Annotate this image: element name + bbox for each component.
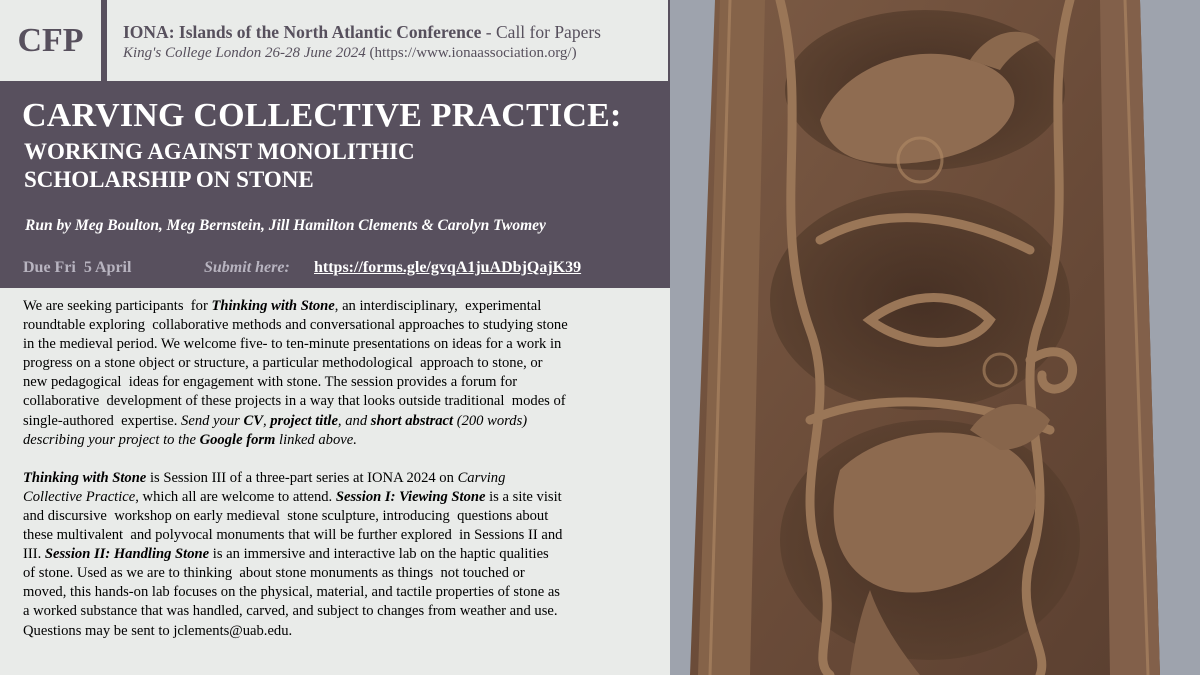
- para2-line-5: [23, 545, 663, 564]
- conference-header: [107, 0, 668, 81]
- text-run: , and: [337, 412, 371, 429]
- description-body: [0, 288, 670, 675]
- text-run: , which all are welcome to attend.: [135, 488, 336, 505]
- stone-carving-photo: [670, 0, 1200, 675]
- para2-line-3: and discursive workshop on early medieval stone sculpture, introducing questions about: [23, 507, 549, 524]
- session-name: Session I: Viewing Stone: [335, 488, 486, 505]
- organizers: Run by Meg Boulton, Meg Bernstein, Jill Hamilton Clements & Carolyn Twomey: [25, 217, 546, 234]
- para2-line-9: Questions may be sent to jclements@uab.edu.: [23, 622, 293, 639]
- para1-line-5: new pedagogical ideas for engagement with stone. The session provides a forum for: [23, 374, 518, 391]
- text-run: Google form: [199, 431, 276, 448]
- text-run: is Session III of a three-part series at IONA 2024 on: [146, 469, 458, 486]
- text-run: ,: [262, 412, 271, 429]
- conference-name: IONA: Islands of the North Atlantic Conference: [123, 22, 482, 42]
- para2-line-8: a worked substance that was handled, carved, and subject to changes from weather and use.: [23, 603, 558, 620]
- submit-link[interactable]: https://forms.gle/gvqA1juADbjQajK39: [314, 259, 582, 276]
- para2-line-4: these multivalent and polyvocal monuments that will be further explored in Sessions II and: [23, 527, 563, 544]
- text-run: project title: [270, 412, 338, 429]
- text-run: is a site visit: [485, 488, 562, 505]
- para1-line-6: collaborative development of these projects in a way that looks outside traditional modes of: [23, 393, 566, 410]
- conference-url[interactable]: (https://www.ionaassociation.org/): [369, 45, 577, 61]
- para1-line-4: progress on a stone object or structure, a particular methodological approach to stone, or: [23, 355, 543, 372]
- text-run: We are seeking participants for: [23, 298, 212, 314]
- call-for-papers: Call for Papers: [496, 22, 601, 42]
- para2-line-7: moved, this hands-on lab focuses on the physical, material, and tactile properties of stone as: [23, 584, 560, 601]
- page-subtitle: [24, 138, 415, 194]
- conference-separator: -: [481, 22, 496, 42]
- right-border: [1100, 0, 1160, 675]
- para1-line-2: roundtable exploring collaborative methods and conversational approaches to studying stone: [23, 317, 568, 334]
- text-run: linked above.: [275, 431, 357, 448]
- text-run: Send your: [181, 412, 244, 429]
- text-run: Carving: [457, 469, 506, 486]
- para2-line-6: of stone. Used as we are to thinking about stone monuments as things not touched or: [23, 565, 525, 582]
- stone-carving-illustration: [670, 0, 1200, 675]
- text-run: Collective Practice: [23, 488, 136, 505]
- para1-line-8: [23, 431, 663, 450]
- subtitle-line-1: WORKING AGAINST MONOLITHIC: [24, 139, 415, 164]
- conference-venue: King's College London 26-28 June 2024: [123, 45, 366, 61]
- text-run: , an interdisciplinary, experimental: [334, 298, 542, 314]
- text-run: short abstract: [370, 412, 454, 429]
- submit-label: Submit here:: [204, 259, 290, 276]
- para1-line-1: [23, 297, 663, 316]
- conference-venue-line: [123, 43, 668, 63]
- para1-line-3: in the medieval period. We welcome five- to ten-minute presentations on ideas for a work in: [23, 336, 562, 353]
- subtitle-line-2: SCHOLARSHIP ON STONE: [24, 167, 314, 192]
- session-name: Thinking with Stone: [23, 469, 147, 486]
- cfp-badge: [0, 0, 101, 81]
- text-run: (200 words): [453, 412, 528, 429]
- due-date: Due Fri 5 April: [23, 259, 132, 276]
- paragraph-2: [23, 469, 663, 641]
- para2-line-1: [23, 469, 663, 488]
- conference-title-line: [123, 21, 668, 43]
- text-run: CV: [243, 412, 263, 429]
- text-run: single-authored expertise.: [23, 412, 182, 429]
- text-run: describing your project to the: [23, 431, 200, 448]
- session-name: Session II: Handling Stone: [44, 546, 210, 563]
- session-name: Thinking with Stone: [211, 298, 335, 314]
- paragraph-1: [23, 297, 663, 450]
- text-run: III.: [23, 546, 45, 563]
- cfp-label: CFP: [17, 21, 84, 59]
- para1-line-7: [23, 412, 663, 431]
- para2-line-2: [23, 488, 663, 507]
- text-run: is an immersive and interactive lab on the haptic qualities: [209, 546, 549, 563]
- page-title: CARVING COLLECTIVE PRACTICE:: [22, 97, 622, 134]
